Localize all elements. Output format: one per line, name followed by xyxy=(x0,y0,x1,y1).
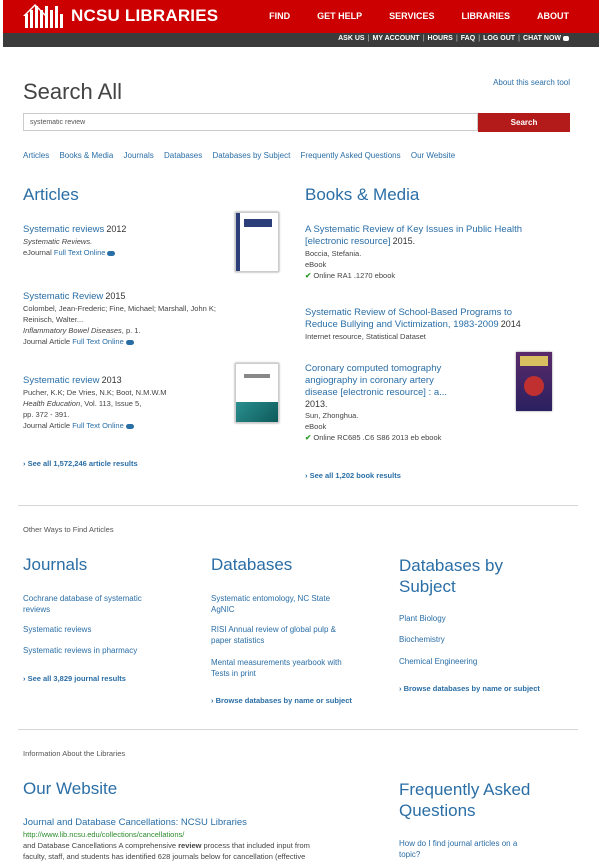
article-source: Health Education xyxy=(23,399,81,408)
faq-heading xyxy=(399,779,530,821)
jump-journals[interactable]: Journals xyxy=(123,151,154,160)
database-link-entomology[interactable] xyxy=(211,593,330,615)
article-title-link[interactable]: Systematic reviews xyxy=(23,224,105,235)
book-result xyxy=(305,307,575,342)
book-year: 2015. xyxy=(392,236,416,246)
nav-get-help[interactable]: GET HELP xyxy=(317,11,363,21)
article-result xyxy=(23,375,223,431)
journal-cover-image xyxy=(235,363,279,423)
heading-line: Frequently Asked xyxy=(399,780,531,799)
heading-line: Databases by xyxy=(399,556,503,575)
page-title: Search All xyxy=(23,79,123,104)
info-heading: Information About the Libraries xyxy=(23,749,126,758)
heading-line: Questions xyxy=(399,801,476,820)
jump-databases-by-subject[interactable]: Databases by Subject xyxy=(212,151,291,160)
book-year: 2013. xyxy=(305,399,328,409)
article-volume: , Vol. 113, Issue 5, xyxy=(80,399,142,408)
browse-databases-link[interactable]: › Browse databases by name or subject xyxy=(211,696,352,705)
database-link-text: RISI Annual review of global pulp & xyxy=(211,625,336,634)
article-authors: Pucher, K.K; De Vries, N.K; Boot, N.M.W.M xyxy=(23,388,167,397)
see-all-books-link[interactable]: › See all 1,202 book results xyxy=(305,471,401,480)
book-type: eBook xyxy=(305,260,327,269)
article-authors-cont: Reinisch, Walter... xyxy=(23,315,84,324)
book-author: Boccia, Stefania. xyxy=(305,249,362,258)
jump-articles[interactable]: Articles xyxy=(23,151,50,160)
heading-line: Subject xyxy=(399,577,456,596)
ncsu-brick-logo-icon xyxy=(23,4,67,28)
faq-question-text-cont: topic? xyxy=(399,850,421,859)
article-type: Journal Article xyxy=(23,337,71,346)
hours-link[interactable]: HOURS xyxy=(427,35,453,42)
book-title-link[interactable]: Systematic Review of School-Based Programs to xyxy=(305,307,512,318)
articles-heading: Articles xyxy=(23,185,79,204)
databases-by-subject-heading xyxy=(399,555,503,597)
website-result-title-link[interactable]: Journal and Database Cancellations: NCSU Libraries xyxy=(23,817,247,828)
journal-link-text-cont: reviews xyxy=(23,605,51,614)
see-all-journals-link[interactable]: › See all 3,829 journal results xyxy=(23,674,126,683)
article-authors: Colombel, Jean-Frederic; Fine, Michael; Marshall, John K; xyxy=(23,304,216,313)
highlight-term: review xyxy=(178,841,202,850)
section-jump-links xyxy=(23,151,463,160)
book-result xyxy=(305,363,505,443)
jump-our-website[interactable]: Our Website xyxy=(410,151,456,160)
chat-now-link[interactable]: CHAT NOW xyxy=(523,35,561,42)
article-pages: pp. 372 - 391. xyxy=(23,410,70,419)
full-text-link[interactable]: Full Text Online xyxy=(53,248,106,257)
journal-link-pharmacy[interactable]: Systematic reviews in pharmacy xyxy=(23,646,138,655)
subject-link-chemical-engineering[interactable]: Chemical Engineering xyxy=(399,657,478,666)
book-title-link[interactable]: A Systematic Review of Key Issues in Public Health xyxy=(305,224,523,235)
website-result xyxy=(23,817,383,862)
book-title-link-cont[interactable]: [electronic resource] xyxy=(305,236,391,247)
book-title-link-cont[interactable]: Reduce Bullying and Victimization, 1983-2009 xyxy=(305,319,499,330)
database-link-text-cont: paper statistics xyxy=(211,636,265,645)
checkmark-icon: ✔ xyxy=(305,271,312,280)
log-out-link[interactable]: LOG OUT xyxy=(483,35,516,42)
see-all-articles-link[interactable]: › See all 1,572,246 article results xyxy=(23,459,138,468)
journals-heading: Journals xyxy=(23,555,88,574)
journal-link-text: Cochrane database of systematic xyxy=(23,594,142,603)
database-link-text-cont: Tests in print xyxy=(211,669,256,678)
section-divider xyxy=(18,729,578,730)
jump-books-media[interactable]: Books & Media xyxy=(59,151,114,160)
book-type: eBook xyxy=(305,422,327,431)
books-media-heading: Books & Media xyxy=(305,185,420,204)
faq-link[interactable]: FAQ xyxy=(460,35,476,42)
website-result-desc-cont: process that included input from xyxy=(201,841,310,850)
nav-about[interactable]: ABOUT xyxy=(537,11,569,21)
chat-bubble-icon xyxy=(563,36,569,41)
article-year: 2015 xyxy=(105,291,126,301)
jump-databases[interactable]: Databases xyxy=(164,151,203,160)
book-type: Internet resource, Statistical Dataset xyxy=(305,332,426,341)
cloud-download-icon xyxy=(126,340,134,345)
nav-find[interactable]: FIND xyxy=(269,11,291,21)
article-result xyxy=(23,291,283,347)
subject-link-biochemistry[interactable]: Biochemistry xyxy=(399,635,445,644)
article-title-link[interactable]: Systematic Review xyxy=(23,291,104,302)
article-source: Inflammatory Bowel Diseases xyxy=(23,326,122,335)
utility-bar xyxy=(3,33,599,47)
database-link-text-cont: AgNIC xyxy=(211,605,235,614)
faq-question-link[interactable] xyxy=(399,838,517,860)
about-search-tool-link[interactable]: About this search tool xyxy=(493,78,570,87)
nav-libraries[interactable]: LIBRARIES xyxy=(461,11,510,21)
cloud-download-icon xyxy=(126,424,134,429)
journal-link-cochrane[interactable] xyxy=(23,593,142,615)
article-source: Systematic Reviews. xyxy=(23,237,93,246)
jump-faq[interactable]: Frequently Asked Questions xyxy=(300,151,401,160)
database-link-mental-measurements[interactable] xyxy=(211,657,342,679)
book-result xyxy=(305,224,575,281)
article-pages: , p. 1. xyxy=(121,326,141,335)
database-link-text: Systematic entomology, NC State xyxy=(211,594,331,603)
other-ways-heading: Other Ways to Find Articles xyxy=(23,525,114,534)
database-link-text: Mental measurements yearbook with xyxy=(211,658,342,667)
nav-services[interactable]: SERVICES xyxy=(389,11,435,21)
article-title-link[interactable]: Systematic review xyxy=(23,375,100,386)
website-result-desc-cont: faculty, staff, and students has identified 628 journals below for cancellation (effective xyxy=(23,852,306,861)
book-cover-image xyxy=(516,352,552,411)
article-result xyxy=(23,224,223,258)
book-author: Sun, Zhonghua. xyxy=(305,411,359,420)
full-text-link[interactable]: Full Text Online xyxy=(72,421,124,430)
book-title-link-cont[interactable]: disease [electronic resource] : a... xyxy=(305,387,448,398)
book-title-link[interactable]: Coronary computed tomography xyxy=(305,363,442,374)
article-type: Journal Article xyxy=(23,421,71,430)
our-website-heading: Our Website xyxy=(23,779,118,798)
logo[interactable] xyxy=(23,4,218,28)
article-year: 2013 xyxy=(101,375,122,385)
book-availability: Online RA1 .1270 ebook xyxy=(313,271,396,280)
website-result-desc: and Database Cancellations A comprehensive xyxy=(23,841,179,850)
book-year: 2014 xyxy=(500,319,521,329)
browse-databases-subject-link[interactable]: › Browse databases by name or subject xyxy=(399,684,540,693)
logo-text: NCSU LIBRARIES xyxy=(71,6,219,25)
book-availability: Online RC685 .C6 S86 2013 eb ebook xyxy=(313,433,442,442)
utility-nav: ASK US | MY ACCOUNT | HOURS | FAQ | LOG OUT | CHAT NOW xyxy=(338,35,569,42)
search-button[interactable]: Search xyxy=(478,113,570,132)
checkmark-icon: ✔ xyxy=(305,433,312,442)
book-title-link-cont[interactable]: angiography in coronary artery xyxy=(305,375,434,386)
databases-heading: Databases xyxy=(211,555,293,574)
full-text-link[interactable]: Full Text Online xyxy=(72,337,124,346)
top-bar xyxy=(3,0,599,33)
subject-link-plant-biology[interactable]: Plant Biology xyxy=(399,614,446,623)
section-divider xyxy=(18,505,578,506)
ask-us-link[interactable]: ASK US xyxy=(338,35,365,42)
search-input[interactable] xyxy=(23,113,478,131)
cloud-download-icon xyxy=(107,251,115,256)
journal-cover-image xyxy=(235,212,279,272)
database-link-risi[interactable] xyxy=(211,624,336,646)
website-result-url: http://www.lib.ncsu.edu/collections/cancellations/ xyxy=(23,830,185,839)
journal-link-systematic-reviews[interactable]: Systematic reviews xyxy=(23,625,92,634)
my-account-link[interactable]: MY ACCOUNT xyxy=(372,35,420,42)
main-nav xyxy=(242,11,569,21)
faq-question-text: How do I find journal articles on a xyxy=(399,839,518,848)
article-type: eJournal xyxy=(23,248,52,257)
article-year: 2012 xyxy=(106,224,127,234)
